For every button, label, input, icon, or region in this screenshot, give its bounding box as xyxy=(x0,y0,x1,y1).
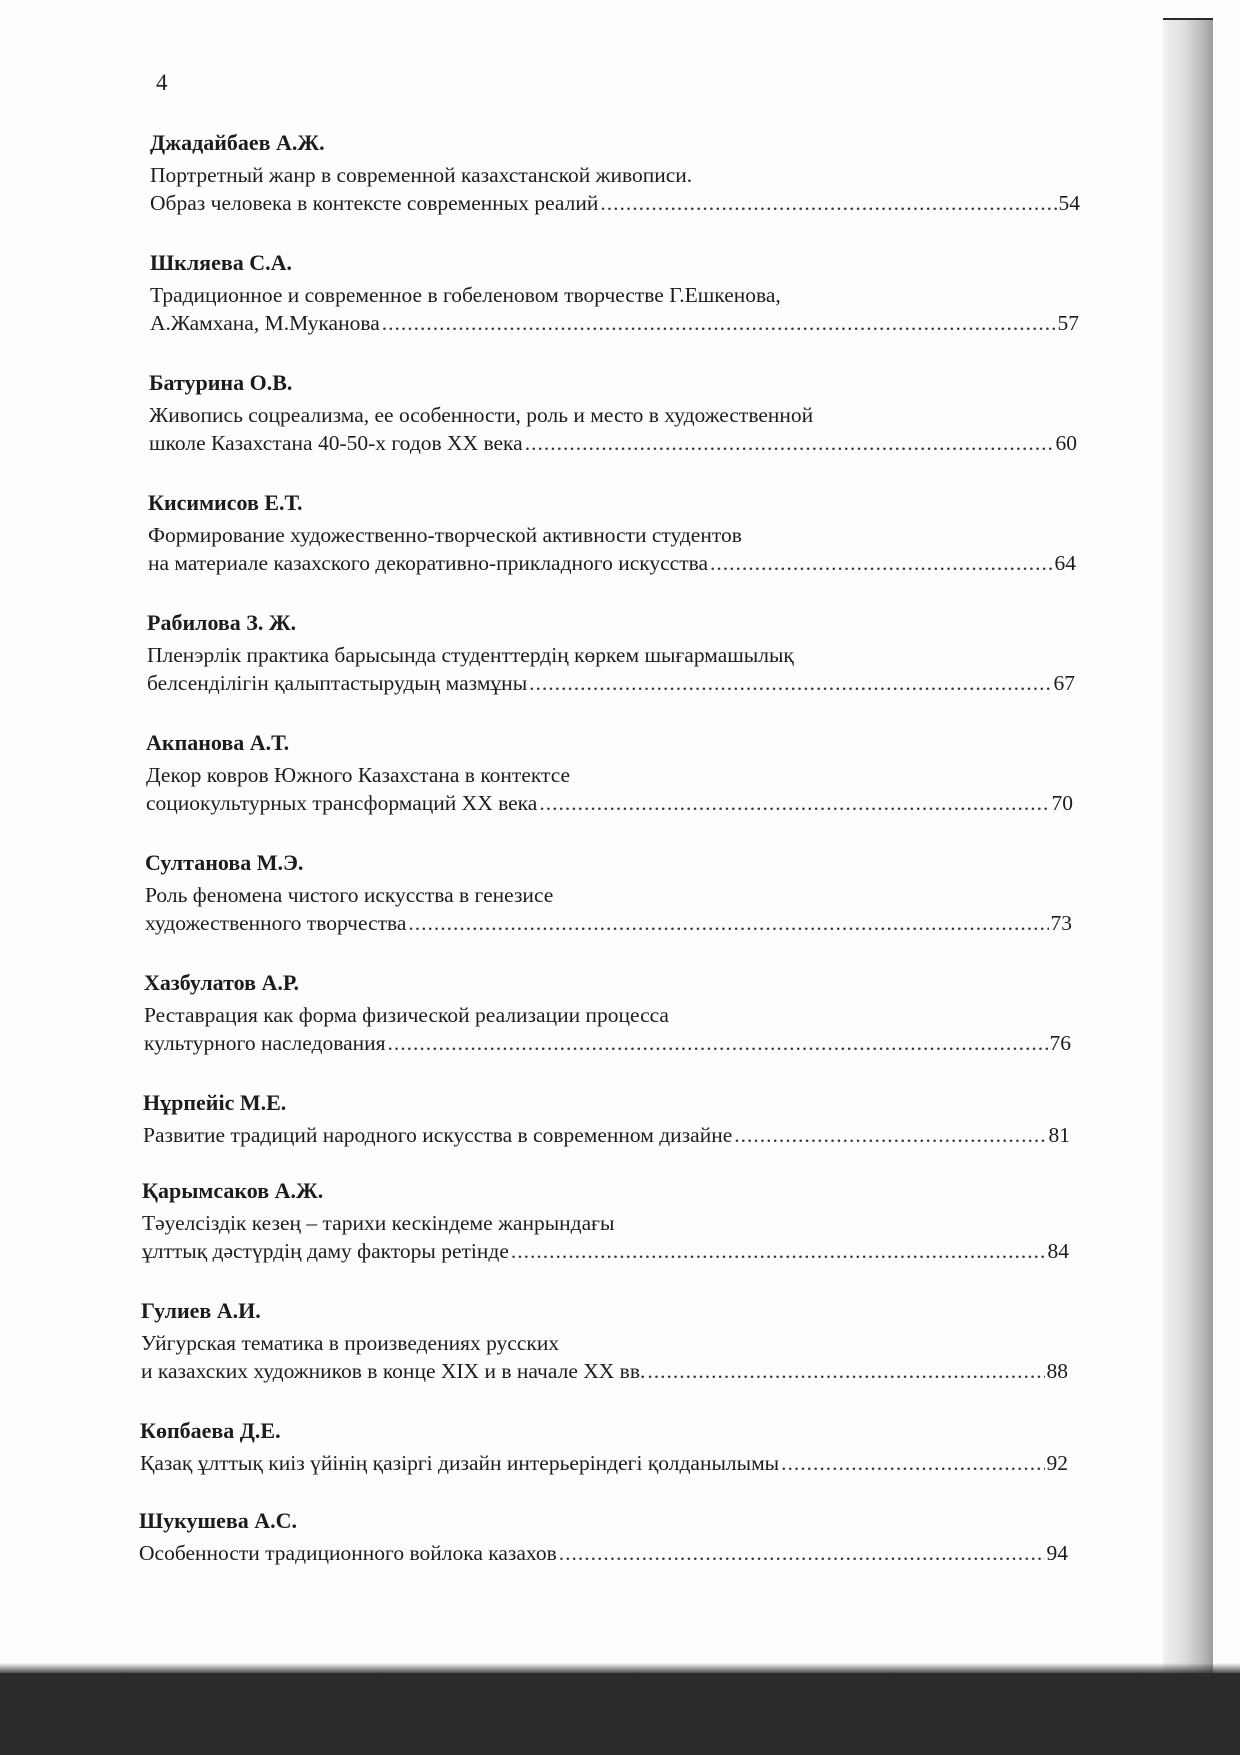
toc-author: Акпанова А.Т. xyxy=(146,730,290,755)
toc-author: Қарымсаков А.Ж. xyxy=(142,1178,324,1203)
toc-page-ref: 70 xyxy=(1051,791,1073,815)
toc-title-last-line xyxy=(147,669,1075,697)
toc-entry xyxy=(148,490,1148,577)
dot-leader xyxy=(539,789,1049,817)
toc-author: Рабилова З. Ж. xyxy=(147,610,297,635)
toc-title-last-line xyxy=(146,789,1073,817)
toc-author: Хазбулатов А.Р. xyxy=(144,970,300,995)
toc-author: Шукушева А.С. xyxy=(139,1508,298,1533)
dot-leader xyxy=(525,429,1054,457)
toc-author: Кисимисов Е.Т. xyxy=(148,490,303,515)
toc-title-text: Особенности традиционного войлока казахов xyxy=(139,1541,557,1565)
toc-entry xyxy=(139,1508,1139,1567)
toc-title-last-line xyxy=(149,429,1077,457)
toc-title-text: социокультурных трансформаций ХХ века xyxy=(146,791,538,815)
toc-title-text: на материале казахского декоративно-прикладного искусства xyxy=(148,551,709,575)
toc-page-ref: 57 xyxy=(1057,311,1079,335)
scan-bottom-shadow xyxy=(0,1673,1240,1755)
toc-title-last-line xyxy=(143,1121,1070,1149)
dot-leader xyxy=(734,1121,1046,1149)
toc-entry xyxy=(145,850,1145,937)
dot-leader xyxy=(647,1357,1044,1385)
toc-page-ref: 60 xyxy=(1055,431,1077,455)
toc-author: Көпбаева Д.Е. xyxy=(140,1418,281,1443)
dot-leader xyxy=(559,1539,1045,1567)
dot-leader xyxy=(382,309,1056,337)
dot-leader xyxy=(388,1029,1048,1057)
toc-title-last-line xyxy=(140,1449,1068,1477)
page-number: 4 xyxy=(156,70,168,95)
toc-title-line: Живопись соцреализма, ее особенности, роль и место в художественной xyxy=(149,403,814,427)
toc-title-text: художественного творчества xyxy=(145,911,407,935)
toc-entry xyxy=(141,1298,1141,1385)
toc-title-line: Декор ковров Южного Казахстана в контектсе xyxy=(146,763,571,787)
toc-title-last-line xyxy=(150,309,1079,337)
toc-entry xyxy=(140,1418,1140,1477)
toc-page-ref: 88 xyxy=(1046,1359,1068,1383)
toc-page-ref: 64 xyxy=(1054,551,1076,575)
toc-page-ref: 54 xyxy=(1058,191,1080,215)
dot-leader xyxy=(511,1237,1046,1265)
toc-title-line: Формирование художественно-творческой активности студентов xyxy=(148,523,742,547)
toc-title-last-line xyxy=(142,1237,1069,1265)
toc-entry xyxy=(150,130,1150,217)
toc-title-text: А.Жамхана, М.Муканова xyxy=(150,311,380,335)
toc-title-last-line xyxy=(141,1357,1068,1385)
toc-author: Джадайбаев А.Ж. xyxy=(150,130,325,155)
page-edge-shadow xyxy=(1163,20,1213,1680)
toc-entry xyxy=(147,610,1147,697)
dot-leader xyxy=(781,1449,1044,1477)
toc-author: Султанова М.Э. xyxy=(145,850,304,875)
toc-title-line: Реставрация как форма физической реализации процесса xyxy=(144,1003,669,1027)
dot-leader xyxy=(408,909,1048,937)
toc-title-line: Роль феномена чистого искусства в генезисе xyxy=(145,883,554,907)
toc-title-text: белсенділігін қалыптастырудың мазмұны xyxy=(147,671,528,695)
toc-entry xyxy=(149,370,1149,457)
toc-title-text: Қазақ ұлттық киіз үйінің қазіргі дизайн интерьеріндегі қолданылымы xyxy=(140,1451,780,1475)
toc-page-ref: 73 xyxy=(1050,911,1072,935)
toc-title-text: Образ человека в контексте современных реалий xyxy=(150,191,599,215)
toc-entry xyxy=(146,730,1146,817)
toc-title-line: Уйгурская тематика в произведениях русских xyxy=(141,1331,560,1355)
toc-entry xyxy=(142,1178,1142,1265)
toc-page-ref: 67 xyxy=(1053,671,1075,695)
toc-title-line: Традиционное и современное в гобеленовом творчестве Г.Ешкенова, xyxy=(150,283,781,307)
toc-page-ref: 92 xyxy=(1046,1451,1068,1475)
toc-page-ref: 84 xyxy=(1047,1239,1069,1263)
toc-title-text: ұлттық дәстүрдің даму факторы ретінде xyxy=(142,1239,509,1263)
toc-page-ref: 81 xyxy=(1048,1123,1070,1147)
toc-title-last-line xyxy=(148,549,1076,577)
toc-title-last-line xyxy=(144,1029,1071,1057)
toc-title-line: Тәуелсіздік кезең – тарихи кескіндеме жанрындағы xyxy=(142,1211,615,1235)
dot-leader xyxy=(600,189,1056,217)
toc-title-last-line xyxy=(145,909,1072,937)
toc-title-last-line xyxy=(139,1539,1068,1567)
toc-entry xyxy=(143,1090,1143,1149)
dot-leader xyxy=(710,549,1052,577)
dot-leader xyxy=(529,669,1051,697)
toc-title-line: Портретный жанр в современной казахстанской живописи. xyxy=(150,163,693,187)
toc-title-line: Пленэрлік практика барысында студенттердің көркем шығармашылық xyxy=(147,643,794,667)
toc-author: Шкляева С.А. xyxy=(150,250,293,275)
toc-title-text: и казахских художников в конце XIX и в начале XX вв. xyxy=(141,1359,646,1383)
toc-entry xyxy=(150,250,1150,337)
toc-title-text: школе Казахстана 40-50-х годов ХХ века xyxy=(149,431,523,455)
toc-entry xyxy=(144,970,1144,1057)
toc-page-ref: 94 xyxy=(1046,1541,1068,1565)
toc-title-text: Развитие традиций народного искусства в современном дизайне xyxy=(143,1123,733,1147)
toc-author: Батурина О.В. xyxy=(149,370,293,395)
toc-page-ref: 76 xyxy=(1049,1031,1071,1055)
toc-title-last-line xyxy=(150,189,1080,217)
toc-title-text: культурного наследования xyxy=(144,1031,386,1055)
toc-author: Гулиев А.И. xyxy=(141,1298,261,1323)
toc-author: Нұрпейіс М.Е. xyxy=(143,1090,287,1115)
